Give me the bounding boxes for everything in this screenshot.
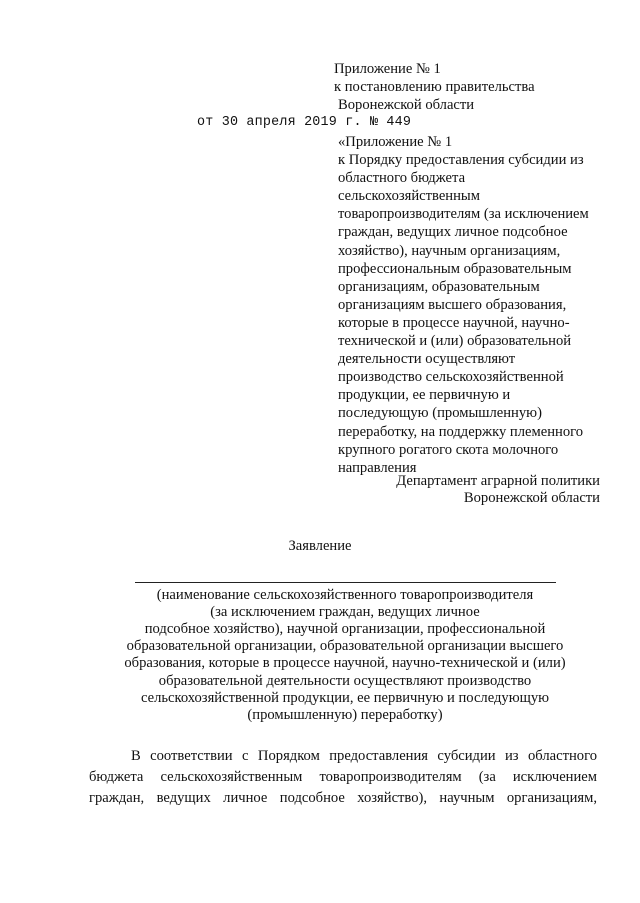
addressee-region: Воронежской области [463,490,600,506]
procedure-reference-line: хозяйство), научным организациям, [338,242,561,259]
applicant-caption-line: подсобное хозяйство), научной организации, профессиональной [144,621,546,638]
addressee-department: Департамент аграрной политики [396,473,600,489]
body-line: В соответствии с Порядком предоставления субсидии из областного [131,748,597,764]
procedure-reference-line: областного бюджета [338,170,466,187]
applicant-caption-line: (наименование сельскохозяйственного товаропроизводителя [156,587,534,603]
procedure-reference-line: которые в процессе научной, научно- [338,314,570,331]
procedure-reference-line: последующую (промышленную) [338,405,542,422]
procedure-reference-line: направления [338,459,417,476]
appendix-number: Приложение № 1 [334,61,441,77]
applicant-caption-line: образовательной деятельности осуществляют производство [158,672,532,689]
body-line: граждан, ведущих личное подсобное хозяйство), научным организациям, [89,790,597,806]
procedure-reference-line: сельскохозяйственным [338,188,480,205]
procedure-reference-line: граждан, ведущих личное подсобное [338,224,568,241]
appendix-number-quoted: «Приложение № 1 [338,134,453,150]
document-title: Заявление [288,538,352,554]
procedure-reference-line: товаропроизводителям (за исключением [338,206,589,223]
procedure-reference-line: технической и (или) образовательной [338,333,572,349]
procedure-reference-line: деятельности осуществляют [338,351,516,368]
appendix-region: Воронежской области [338,97,475,113]
procedure-reference-line: продукции, ее первичную и [338,387,511,404]
applicant-caption-line: образования, которые в процессе научной, научно-технической и (или) [124,655,566,672]
appendix-to-resolution: к постановлению правительства [334,79,535,95]
applicant-caption-line: (за исключением граждан, ведущих личное [210,604,480,621]
procedure-reference-line: профессиональным образовательным [338,260,572,277]
resolution-date-number: от 30 апреля 2019 г. № 449 [197,115,412,130]
body-line: бюджета сельскохозяйственным товаропроизводителям (за исключением [89,769,597,785]
procedure-reference-line: переработку, на поддержку племенного [338,423,584,440]
applicant-caption-line: образовательной организации, образовательной организации высшего [126,638,564,655]
applicant-name-blank-line [135,582,556,583]
applicant-caption-line: (промышленную) переработку) [247,706,443,723]
applicant-caption-line: сельскохозяйственной продукции, ее первичную и последующую [140,689,550,706]
procedure-reference-line: к Порядку предоставления субсидии из [338,152,584,168]
procedure-reference-line: организациям высшего образования, [338,296,567,313]
procedure-reference-line: производство сельскохозяйственной [338,369,564,386]
procedure-reference-line: организациям, образовательным [338,278,540,295]
procedure-reference-line: крупного рогатого скота молочного [338,441,559,458]
